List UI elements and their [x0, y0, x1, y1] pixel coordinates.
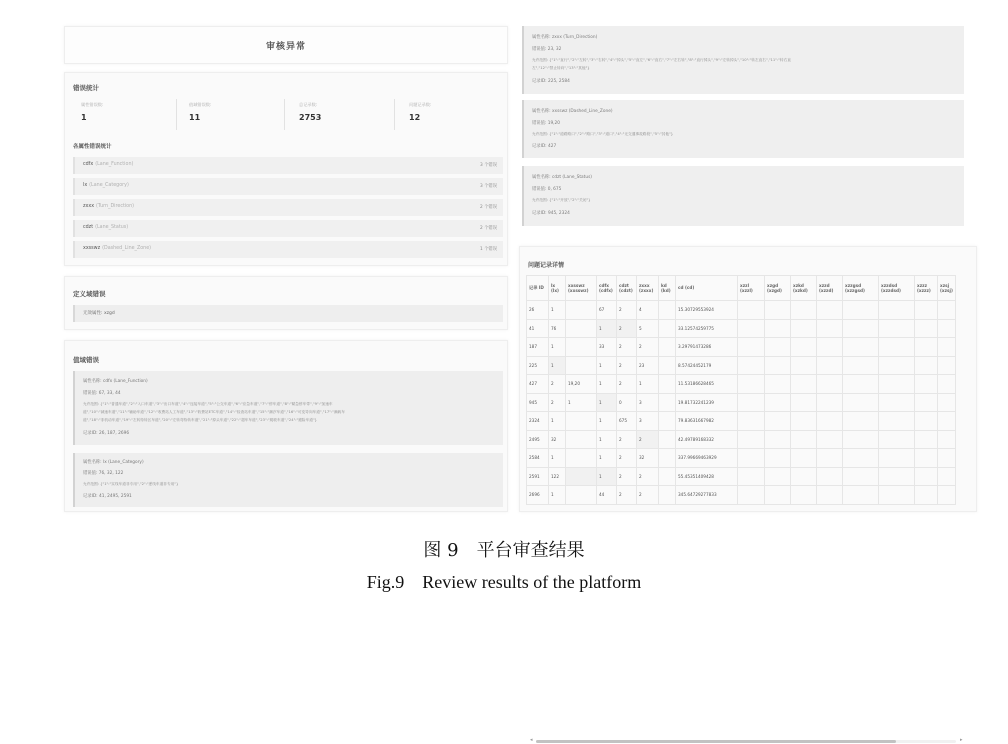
table-cell: 42.49789168332 [676, 430, 738, 449]
table-cell: 2 [617, 301, 637, 320]
table-cell: 187 [527, 338, 549, 357]
range-error-values: 错误值: 19,20 [532, 121, 561, 126]
table-cell [843, 486, 879, 505]
table-cell [566, 356, 597, 375]
table-cell [938, 467, 956, 486]
problem-records-title: 问题记录详情 [528, 262, 565, 269]
table-cell [879, 412, 915, 431]
table-cell [566, 430, 597, 449]
table-cell: 2696 [527, 486, 549, 505]
table-cell [791, 412, 817, 431]
table-cell [791, 393, 817, 412]
table-row[interactable] [527, 449, 956, 468]
table-cell [817, 449, 843, 468]
range-error-values: 错误值: 0, 675 [532, 187, 562, 192]
table-cell [765, 319, 791, 338]
table-cell: 1 [597, 449, 617, 468]
table-cell [879, 375, 915, 394]
error-stats-title: 错误统计 [73, 84, 99, 92]
table-cell [879, 449, 915, 468]
range-attr-name: 属性名称: lx (Lane_Category) [83, 460, 144, 465]
table-cell: 2 [617, 375, 637, 394]
table-cell [566, 412, 597, 431]
range-attr-name: 属性名称: cdzt (Lane_Status) [532, 175, 592, 180]
table-cell: 1 [549, 356, 566, 375]
table-row[interactable] [527, 412, 956, 431]
table-cell: 44 [597, 486, 617, 505]
table-cell [566, 467, 597, 486]
table-cell [791, 301, 817, 320]
table-cell [817, 430, 843, 449]
range-attr-name: 属性名称: cdfx (Lane_Function) [83, 379, 148, 384]
table-row[interactable] [527, 338, 956, 357]
table-cell: 3.29791473286 [676, 338, 738, 357]
table-cell: 675 [617, 412, 637, 431]
table-column-header[interactable]: xzsj (xzsj) [938, 276, 956, 301]
range-attr-name: 属性名称: zxxx (Turn_Direction) [532, 35, 598, 40]
invalid-attribute-text: 无效属性: xzgd [83, 311, 115, 316]
attr-row-lx[interactable] [73, 178, 503, 195]
table-cell [791, 486, 817, 505]
table-cell [791, 467, 817, 486]
table-row[interactable] [527, 301, 956, 320]
table-cell: 225 [527, 356, 549, 375]
table-column-header[interactable]: xzzd (xzzd) [817, 276, 843, 301]
table-cell: 1 [549, 486, 566, 505]
table-column-header[interactable]: lx (lx) [549, 276, 566, 301]
table-cell [659, 375, 676, 394]
table-cell [738, 486, 765, 505]
attr-error-count: 3 个错误 [480, 163, 497, 168]
attr-stats-title: 各属性错误统计 [73, 144, 112, 150]
table-cell [843, 301, 879, 320]
table-cell [791, 375, 817, 394]
table-cell [765, 393, 791, 412]
table-cell [765, 430, 791, 449]
table-column-header[interactable]: kd (kd) [659, 276, 676, 301]
table-cell: 19.81732241239 [676, 393, 738, 412]
table-cell [765, 338, 791, 357]
table-column-header[interactable]: xzzl (xzzl) [738, 276, 765, 301]
table-cell: 67 [597, 301, 617, 320]
table-cell [765, 375, 791, 394]
table-cell: 23 [637, 356, 659, 375]
table-row[interactable] [527, 356, 956, 375]
range-record-ids: 记录ID: 427 [532, 144, 557, 149]
range-error-values: 错误值: 67, 33, 44 [83, 391, 121, 396]
table-cell: 1 [597, 393, 617, 412]
error-stats-panel [64, 72, 508, 266]
table-cell: 1 [597, 356, 617, 375]
table-cell: 122 [549, 467, 566, 486]
table-header-row [527, 276, 956, 301]
table-cell [843, 449, 879, 468]
table-column-header[interactable]: cdfx (cdfx) [597, 276, 617, 301]
table-cell [915, 356, 938, 375]
figure-caption-en: Fig.9 Review results of the platform [366, 572, 642, 592]
table-cell: 2 [617, 467, 637, 486]
table-cell [738, 467, 765, 486]
table-cell [765, 449, 791, 468]
table-cell [817, 393, 843, 412]
table-cell [915, 467, 938, 486]
table-cell: 345.64729277833 [676, 486, 738, 505]
table-cell [765, 301, 791, 320]
table-row[interactable] [527, 375, 956, 394]
table-cell [938, 356, 956, 375]
attr-error-count: 1 个错误 [480, 247, 497, 252]
stat-label: 属性错误数: [81, 102, 104, 107]
table-cell [659, 356, 676, 375]
attr-name: cdzt (Lane_Status) [83, 225, 129, 230]
range-allowed-values: 允许范围: {"1":"实线车道非专用","2":"虚线车道非专用"} [83, 482, 179, 486]
range-allowed-values: 允许范围: {"1":"直行","2":"左转","3":"右转","4":"掉头","5":"直左","6":"直右","7":"左右转","8":"直行掉头","9":"左转掉头","10":"转左直右","11":"转右直 [532, 58, 791, 62]
stat-total-records [295, 99, 395, 130]
range-error-block-cdfx [73, 371, 503, 445]
table-cell [765, 486, 791, 505]
stat-label: 问题记录数: [409, 102, 432, 107]
table-column-header[interactable]: cdzt (cdzt) [617, 276, 637, 301]
table-column-header[interactable]: 记录 ID [527, 276, 549, 301]
table-row[interactable] [527, 319, 956, 338]
table-cell: 337.99669463929 [676, 449, 738, 468]
table-cell [765, 467, 791, 486]
table-cell [566, 486, 597, 505]
range-record-ids: 记录ID: 945, 2324 [532, 211, 570, 216]
range-error-card-xxsswz [522, 100, 964, 158]
range-allowed-values: 允许范围: {"1":"普通车道","2":"入口车道","3":"出口车道","4":"连接车道","5":"公交车道","6":"应急车道","7":"停车道","8":"紧急停车带","9":"加速车 [83, 402, 333, 406]
table-cell [817, 486, 843, 505]
table-cell [843, 375, 879, 394]
stat-value: 12 [409, 113, 421, 122]
table-column-header[interactable]: xzzdsd (xzzdsd) [879, 276, 915, 301]
table-cell: 0 [617, 393, 637, 412]
table-cell [791, 449, 817, 468]
table-cell: 1 [597, 467, 617, 486]
table-cell: 33.12574259775 [676, 319, 738, 338]
table-cell [938, 412, 956, 431]
horizontal-scrollbar[interactable] [530, 739, 966, 744]
table-cell [659, 338, 676, 357]
table-cell: 1 [566, 393, 597, 412]
table-cell [843, 338, 879, 357]
table-cell [879, 338, 915, 357]
table-cell [915, 375, 938, 394]
table-cell: 1 [597, 412, 617, 431]
table-cell [738, 375, 765, 394]
stat-label: 总记录数: [299, 102, 318, 107]
table-cell [879, 430, 915, 449]
table-cell [765, 356, 791, 375]
table-cell [659, 467, 676, 486]
table-cell [915, 301, 938, 320]
table-cell: 2584 [527, 449, 549, 468]
table-cell: 1 [597, 375, 617, 394]
table-cell [938, 486, 956, 505]
range-allowed-values-cont: 道","18":"非机动车道","19":"左转待转区车道","20":"左转弯待转车道","21":"掉头车道","22":"超车车道","23":"爬坡车道","24":"避险车道"} [83, 418, 318, 422]
attr-row-xxsswz[interactable] [73, 241, 503, 258]
table-cell [817, 356, 843, 375]
problem-records-panel [519, 246, 977, 743]
table-cell: 2 [617, 356, 637, 375]
stat-range-errors [185, 99, 285, 130]
stat-problem-records [405, 99, 505, 130]
range-allowed-values: 允许范围: {"1":"开放","2":"关闭"} [532, 198, 591, 202]
table-cell: 26 [527, 301, 549, 320]
table-cell [938, 319, 956, 338]
table-cell [938, 393, 956, 412]
attr-error-count: 2 个错误 [480, 226, 497, 231]
table-column-header[interactable]: xzgd (xzgd) [765, 276, 791, 301]
range-error-values: 错误值: 23, 32 [532, 47, 562, 52]
table-cell: 2 [637, 486, 659, 505]
table-cell [738, 412, 765, 431]
table-cell [938, 375, 956, 394]
table-cell: 1 [597, 319, 617, 338]
table-cell: 41 [527, 319, 549, 338]
table-column-header[interactable]: cd (cd) [676, 276, 738, 301]
table-column-header[interactable]: xzkd (xzkd) [791, 276, 817, 301]
table-cell [938, 301, 956, 320]
table-cell: 2 [637, 430, 659, 449]
range-allowed-values: 允许范围: {"1":"道路路口","2":"路口","3":"道口","4":"无交通事故路段","5":"其他"} [532, 132, 674, 136]
definition-error-title: 定义域错误 [73, 290, 106, 298]
stat-value: 2753 [299, 113, 322, 122]
range-record-ids: 记录ID: 41, 2495, 2591 [83, 494, 132, 499]
attr-error-count: 2 个错误 [480, 205, 497, 210]
stat-attribute-errors [77, 99, 177, 130]
range-error-title: 值域错误 [73, 356, 99, 364]
table-cell: 945 [527, 393, 549, 412]
table-column-header[interactable]: zxxx (zxxx) [637, 276, 659, 301]
table-cell [765, 412, 791, 431]
table-cell: 2324 [527, 412, 549, 431]
scroll-right-icon[interactable]: ▸ [960, 737, 963, 743]
table-cell [843, 319, 879, 338]
attr-name: cdfx (Lane_Function) [83, 162, 134, 167]
table-cell [791, 356, 817, 375]
table-cell [843, 467, 879, 486]
attr-error-count: 3 个错误 [480, 184, 497, 189]
scrollbar-thumb[interactable] [536, 740, 896, 743]
table-cell [879, 486, 915, 505]
table-row[interactable] [527, 467, 956, 486]
table-cell: 2 [617, 430, 637, 449]
range-error-block-lx [73, 453, 503, 507]
table-cell: 2495 [527, 430, 549, 449]
table-cell [659, 301, 676, 320]
table-cell [915, 449, 938, 468]
table-cell [817, 338, 843, 357]
table-column-header[interactable]: xxsswz (xxsswz) [566, 276, 597, 301]
table-cell [738, 301, 765, 320]
table-cell [843, 393, 879, 412]
table-cell [915, 412, 938, 431]
range-error-panel [64, 340, 508, 512]
attr-name: lx (Lane_Category) [83, 183, 129, 188]
table-cell: 427 [527, 375, 549, 394]
table-cell: 1 [549, 449, 566, 468]
table-cell: 55.45351409428 [676, 467, 738, 486]
range-allowed-values-cont: 左","12":"禁止转向","13":"其他"} [532, 66, 590, 70]
attr-name: zxxx (Turn_Direction) [83, 204, 135, 209]
table-cell: 1 [637, 375, 659, 394]
attr-row-cdzt[interactable] [73, 220, 503, 237]
range-error-card-zxxx [522, 26, 964, 94]
stat-value: 11 [189, 113, 201, 122]
table-row[interactable] [527, 393, 956, 412]
table-cell [938, 430, 956, 449]
range-attr-name: 属性名称: xxsswz (Dashed_Line_Zone) [532, 109, 613, 114]
table-cell: 3 [637, 393, 659, 412]
table-cell [738, 319, 765, 338]
attr-row-cdfx[interactable] [73, 157, 503, 174]
table-column-header[interactable]: xzzz (xzzz) [915, 276, 938, 301]
table-cell [738, 356, 765, 375]
table-cell: 1 [597, 430, 617, 449]
invalid-attribute-item [73, 305, 503, 322]
table-cell: 2 [617, 486, 637, 505]
scroll-left-icon[interactable]: ◂ [530, 737, 533, 743]
table-cell [817, 412, 843, 431]
table-cell [915, 430, 938, 449]
table-cell [938, 338, 956, 357]
table-cell: 2 [637, 467, 659, 486]
table-cell [566, 338, 597, 357]
table-cell [879, 393, 915, 412]
table-cell: 76 [549, 319, 566, 338]
table-cell [566, 449, 597, 468]
table-cell [659, 449, 676, 468]
table-cell [915, 393, 938, 412]
figure-caption-cn: 图 9 平台审查结果 [423, 540, 585, 561]
table-cell [659, 430, 676, 449]
table-cell: 2 [549, 393, 566, 412]
table-cell [738, 393, 765, 412]
table-cell: 1 [549, 301, 566, 320]
table-cell [879, 356, 915, 375]
table-cell [879, 319, 915, 338]
stat-label: 值域错误数: [189, 102, 212, 107]
table-cell [843, 412, 879, 431]
table-cell [738, 338, 765, 357]
table-cell [879, 301, 915, 320]
table-cell: 2 [637, 338, 659, 357]
range-error-card-cdzt [522, 166, 964, 226]
table-cell [915, 338, 938, 357]
table-cell: 2 [617, 449, 637, 468]
table-cell [566, 319, 597, 338]
range-record-ids: 记录ID: 26, 187, 2696 [83, 431, 130, 436]
table-column-header[interactable]: xzzgsd (xzzgsd) [843, 276, 879, 301]
problem-records-table [526, 275, 956, 505]
table-cell: 5 [637, 319, 659, 338]
table-cell [817, 301, 843, 320]
table-cell [817, 319, 843, 338]
table-cell: 32 [637, 449, 659, 468]
table-cell: 8.57424452179 [676, 356, 738, 375]
table-cell: 2 [549, 375, 566, 394]
table-cell: 2 [617, 319, 637, 338]
table-cell: 2591 [527, 467, 549, 486]
table-cell [791, 430, 817, 449]
table-cell [659, 486, 676, 505]
table-cell: 2 [617, 338, 637, 357]
table-cell [791, 338, 817, 357]
attr-name: xxsswz (Dashed_Line_Zone) [83, 246, 152, 251]
range-error-values: 错误值: 76, 32, 122 [83, 471, 124, 476]
table-cell [915, 486, 938, 505]
table-cell [659, 393, 676, 412]
table-cell [843, 430, 879, 449]
table-row[interactable] [527, 430, 956, 449]
table-cell: 15.30729553924 [676, 301, 738, 320]
table-cell [843, 356, 879, 375]
table-cell: 32 [549, 430, 566, 449]
table-row[interactable] [527, 486, 956, 505]
table-cell: 1 [549, 338, 566, 357]
table-cell: 4 [637, 301, 659, 320]
table-cell: 79.83631667982 [676, 412, 738, 431]
table-cell [791, 319, 817, 338]
range-record-ids: 记录ID: 225, 2584 [532, 79, 570, 84]
audit-header-panel [64, 26, 508, 64]
table-cell [879, 467, 915, 486]
table-cell [659, 319, 676, 338]
table-cell [915, 319, 938, 338]
table-cell: 1 [549, 412, 566, 431]
table-cell [938, 449, 956, 468]
attr-row-zxxx[interactable] [73, 199, 503, 216]
stat-value: 1 [81, 113, 87, 122]
table-cell [817, 467, 843, 486]
range-allowed-values-cont: 道","10":"减速车道","11":"辅助车道","12":"收费站人工车道","13":"收费站ETC车道","14":"检查站车道","15":"潮汐车道","16":"可变导向车道","17":"满载车 [83, 410, 345, 414]
table-cell [738, 449, 765, 468]
table-cell: 3 [637, 412, 659, 431]
page-title: 审核异常 [265, 41, 306, 52]
table-cell [817, 375, 843, 394]
table-cell: 19,20 [566, 375, 597, 394]
table-cell: 11.53186628465 [676, 375, 738, 394]
table-cell: 33 [597, 338, 617, 357]
table-cell [566, 301, 597, 320]
table-cell [659, 412, 676, 431]
table-cell [738, 430, 765, 449]
definition-error-panel [64, 276, 508, 330]
